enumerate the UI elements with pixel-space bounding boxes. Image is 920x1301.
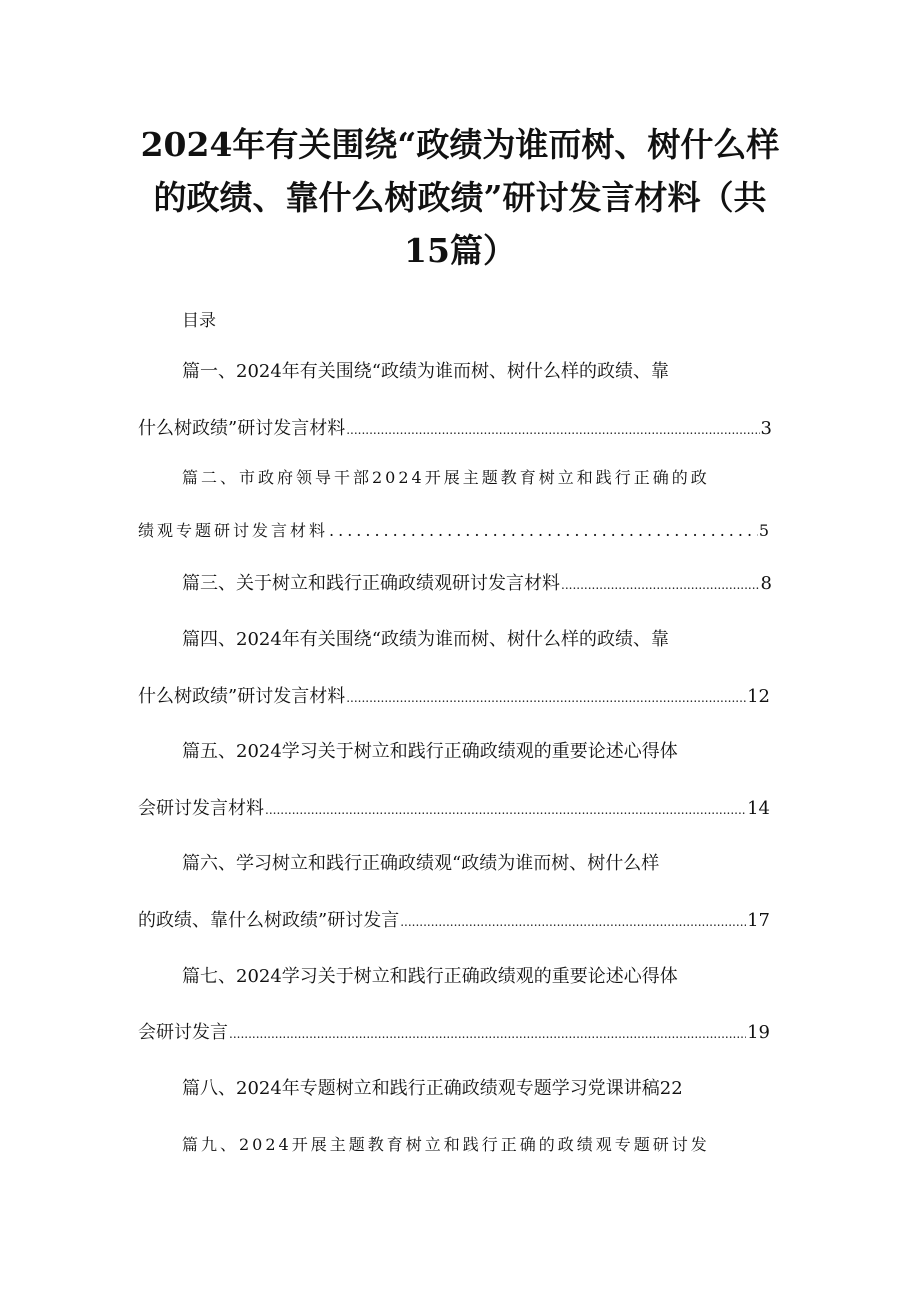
toc-entry-text: 会研讨发言 (138, 1022, 228, 1043)
leader-dots (400, 910, 746, 934)
leader-dots (561, 573, 760, 597)
leader-dots (265, 798, 746, 822)
title-line-3: 15篇） (404, 231, 516, 270)
toc-entry-text: 的政绩、靠什么树政绩”研讨发言 (138, 910, 400, 931)
toc-entry-1-line1[interactable]: 篇一、2024年有关围绕“政绩为谁而树、树什么样的政绩、靠 (182, 361, 670, 382)
leader-dots (346, 418, 759, 442)
toc-entry-text: 什么树政绩”研讨发言材料 (138, 686, 346, 707)
toc-entry-4-line2[interactable] (138, 685, 770, 710)
leader-dots (329, 519, 758, 543)
toc-entry-4-line1[interactable]: 篇四、2024年有关围绕“政绩为谁而树、树什么样的政绩、靠 (182, 629, 670, 650)
toc-entry-2-line2[interactable] (138, 519, 772, 543)
toc-entry-2-line1[interactable]: 篇二、市政府领导干部2024开展主题教育树立和践行正确的政 (182, 468, 710, 487)
toc-entry-9-line1[interactable]: 篇九、2024开展主题教育树立和践行正确的政绩观专题研讨发 (182, 1135, 710, 1154)
leader-dots (229, 1022, 746, 1046)
toc-entry-text: 什么树政绩”研讨发言材料 (138, 418, 346, 439)
toc-entry-1-line2[interactable] (138, 417, 772, 442)
toc-page-number: 12 (747, 686, 770, 707)
toc-entry-5-line2[interactable] (138, 797, 770, 822)
title-line-2: 的政绩、靠什么树政绩”研讨发言材料（共 (153, 178, 767, 217)
toc-entry-text: 绩观专题研讨发言材料 (138, 521, 329, 540)
toc-entry-5-line1[interactable]: 篇五、2024学习关于树立和践行正确政绩观的重要论述心得体 (182, 741, 678, 762)
toc-page-number: 5 (758, 521, 772, 540)
toc-entry-6-line2[interactable] (138, 909, 770, 934)
toc-entry-7-line2[interactable] (138, 1021, 770, 1046)
toc-entry-7-line1[interactable]: 篇七、2024学习关于树立和践行正确政绩观的重要论述心得体 (182, 966, 678, 987)
toc-page-number: 17 (747, 910, 770, 931)
document-title (120, 118, 800, 277)
toc-page-number: 8 (760, 573, 772, 594)
toc-heading: 目录 (182, 311, 216, 331)
toc-page-number: 14 (747, 798, 770, 819)
toc-entry-text: 篇三、关于树立和践行正确政绩观研讨发言材料 (182, 573, 560, 594)
leader-dots (346, 686, 746, 710)
title-line-1: 2024年有关围绕“政绩为谁而树、树什么样 (140, 125, 780, 164)
toc-page-number: 3 (760, 418, 772, 439)
toc-entry-8[interactable]: 篇八、2024年专题树立和践行正确政绩观专题学习党课讲稿22 (182, 1078, 683, 1099)
toc-entry-text: 会研讨发言材料 (138, 798, 264, 819)
toc-entry-6-line1[interactable]: 篇六、学习树立和践行正确政绩观“政绩为谁而树、树什么样 (182, 853, 660, 874)
toc-entry-3[interactable] (182, 572, 772, 597)
toc-page-number: 19 (747, 1022, 770, 1043)
